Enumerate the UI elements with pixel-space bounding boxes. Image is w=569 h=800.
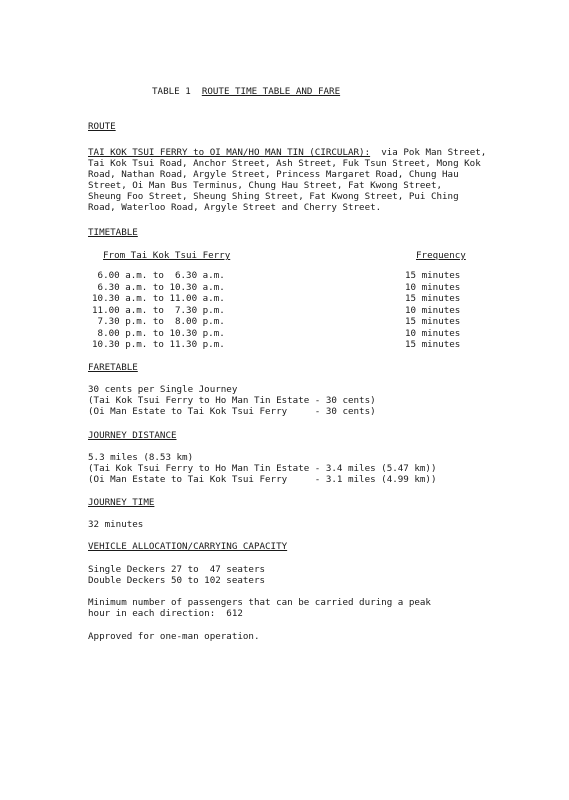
journey-distance-heading: JOURNEY DISTANCE bbox=[88, 430, 177, 441]
route-line-1 bbox=[88, 147, 486, 158]
fare-line: (Oi Man Estate to Tai Kok Tsui Ferry - 30 cents) bbox=[88, 406, 376, 417]
capacity-line: Minimum number of passengers that can be carried during a peak bbox=[88, 597, 431, 608]
timetable-col-from: From Tai Kok Tsui Ferry bbox=[103, 250, 231, 261]
route-desc-line: Sheung Foo Street, Sheung Shing Street, Fat Kwong Street, Pui Ching bbox=[88, 191, 459, 202]
distance-line: (Oi Man Estate to Tai Kok Tsui Ferry - 3.1 miles (4.99 km)) bbox=[88, 474, 437, 485]
vehicle-line: Single Deckers 27 to 47 seaters bbox=[88, 564, 266, 575]
table-row-frequency: 10 minutes bbox=[405, 305, 461, 316]
table-row-frequency: 15 minutes bbox=[405, 316, 461, 327]
table-row: 6.00 a.m. to 6.30 a.m. bbox=[92, 270, 225, 281]
table-row: 7.30 p.m. to 8.00 p.m. bbox=[92, 316, 225, 327]
fare-line: 30 cents per Single Journey bbox=[88, 384, 238, 395]
table-title-text: ROUTE TIME TABLE AND FARE bbox=[201, 86, 341, 97]
table-title bbox=[152, 86, 340, 97]
journey-time-heading: JOURNEY TIME bbox=[88, 497, 155, 508]
route-heading: ROUTE bbox=[88, 121, 116, 132]
timetable-col-frequency: Frequency bbox=[416, 250, 466, 261]
table-row-frequency: 15 minutes bbox=[405, 270, 461, 281]
table-number: TABLE 1 bbox=[152, 86, 191, 97]
fare-line: (Tai Kok Tsui Ferry to Ho Man Tin Estate - 30 cents) bbox=[88, 395, 376, 406]
route-desc-line-0: via Pok Man Street, bbox=[381, 147, 487, 158]
timetable-heading: TIMETABLE bbox=[88, 227, 138, 238]
distance-line: (Tai Kok Tsui Ferry to Ho Man Tin Estate - 3.4 miles (5.47 km)) bbox=[88, 463, 437, 474]
table-row-frequency: 10 minutes bbox=[405, 328, 461, 339]
table-row: 11.00 a.m. to 7.30 p.m. bbox=[92, 305, 225, 316]
table-row-frequency: 15 minutes bbox=[405, 339, 461, 350]
vehicle-heading: VEHICLE ALLOCATION/CARRYING CAPACITY bbox=[88, 541, 288, 552]
table-row-frequency: 10 minutes bbox=[405, 282, 461, 293]
table-row: 10.30 a.m. to 11.00 a.m. bbox=[92, 293, 225, 304]
route-desc-line: Street, Oi Man Bus Terminus, Chung Hau Street, Fat Kwong Street, bbox=[88, 180, 443, 191]
table-row-frequency: 15 minutes bbox=[405, 293, 461, 304]
vehicle-line: Double Deckers 50 to 102 seaters bbox=[88, 575, 266, 586]
route-desc-line: Road, Nathan Road, Argyle Street, Princess Margaret Road, Chung Hau bbox=[88, 169, 459, 180]
route-desc-line: Road, Waterloo Road, Argyle Street and Cherry Street. bbox=[88, 202, 382, 213]
route-desc-line: Tai Kok Tsui Road, Anchor Street, Ash Street, Fuk Tsun Street, Mong Kok bbox=[88, 158, 481, 169]
table-row: 6.30 a.m. to 10.30 a.m. bbox=[92, 282, 225, 293]
faretable-heading: FARETABLE bbox=[88, 362, 138, 373]
journey-time-value: 32 minutes bbox=[88, 519, 144, 530]
route-name: TAI KOK TSUI FERRY to OI MAN/HO MAN TIN (CIRCULAR): bbox=[88, 147, 371, 158]
table-row: 10.30 p.m. to 11.30 p.m. bbox=[92, 339, 225, 350]
distance-line: 5.3 miles (8.53 km) bbox=[88, 452, 194, 463]
capacity-line: hour in each direction: 612 bbox=[88, 608, 243, 619]
approval-note: Approved for one-man operation. bbox=[88, 631, 260, 642]
table-row: 8.00 p.m. to 10.30 p.m. bbox=[92, 328, 225, 339]
